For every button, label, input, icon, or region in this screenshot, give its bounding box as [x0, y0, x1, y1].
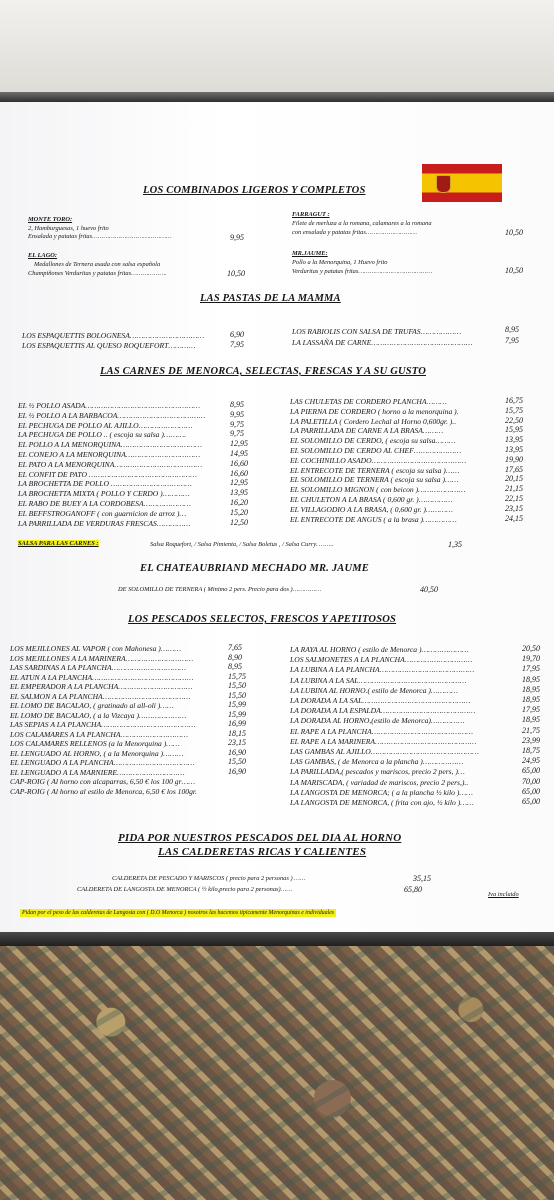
menu-item: LA LANGOSTA DE MENORCA; ( a la plancha ½ kilo )…… — [290, 787, 473, 797]
caldereta-price: 65,80 — [404, 885, 422, 894]
chateaubriand-line: DE SOLOMILLO DE TERNERA ( Minimo 2 pers. Precio para dos )…………… — [118, 586, 322, 593]
menu-item: LAS CHULETAS DE CORDERO PLANCHA……… — [290, 397, 447, 406]
menu-price: 20,50 — [522, 644, 540, 653]
section-title-combinados: LOS COMBINADOS LIGEROS Y COMPLETOS — [143, 185, 366, 196]
menu-price: 8,95 — [230, 400, 244, 409]
menu-price: 15,75 — [228, 671, 246, 681]
menu-price: 12,50 — [230, 517, 248, 527]
menu-item: EL POLLO A LA MENORQUINA……………………………… — [18, 440, 202, 450]
frame-top — [0, 92, 554, 102]
menu-price: 8,95 — [505, 325, 519, 334]
menu-price: 15,99 — [228, 709, 246, 719]
menu-item: LA BROCHETTA DE POLLO ……………………………… — [18, 479, 192, 489]
menu-item: EL ENTRECOTE DE TERNERA ( escoja su salsa )…… — [290, 465, 460, 475]
menu-item: LA LUBINA A LA SAL………………………………………… — [290, 675, 467, 685]
menu-item: LA LUBINA AL HORNO.( estilo de Menorca )………… — [290, 685, 458, 695]
menu-price: 16,60 — [230, 458, 248, 468]
menu-item: EL CONFIT DE PATO ………………………………………… — [18, 469, 197, 479]
menu-price: 16,99 — [228, 719, 246, 728]
menu-price: 15,50 — [228, 690, 246, 700]
menu-item: LA DORADA AL HORNO,(estilo de Menorca)…………… — [290, 716, 465, 726]
caldereta-item: CALDERETA DE LANGOSTA DE MENORCA ( ½ kilo,precio para 2 personas)…… — [77, 886, 293, 893]
menu-price: 16,90 — [228, 766, 246, 776]
combo-line: Verduritas y patatas fritas………………………………… — [292, 268, 433, 275]
menu-price: 22,15 — [505, 494, 523, 503]
wall-background — [0, 0, 554, 100]
combo-price: 10,50 — [505, 266, 523, 275]
menu-price: 18,15 — [228, 728, 246, 738]
section-title-carnes: LAS CARNES DE MENORCA, SELECTAS, FRESCAS Y A SU GUSTO — [100, 366, 427, 377]
menu-price: 6,90 — [230, 330, 244, 339]
combo-line: Champiñones Verduritas y patatas fritas………………. — [28, 270, 167, 277]
menu-price: 8,95 — [228, 662, 242, 671]
menu-price: 18,95 — [522, 684, 540, 694]
menu-item: EL SOLOMILLO DE CERDO AL CHEF………………… — [290, 446, 462, 455]
menu-price: 16,20 — [230, 498, 248, 507]
menu-price: 17,95 — [522, 705, 540, 715]
menu-item: EL RABO DE BUEY A LA CORDOBESA………………… — [18, 499, 191, 508]
menu-item: LA PARILLADA,( pescados y mariscos, precio 2 pers, )… — [290, 767, 465, 777]
menu-item: LAS GAMBAS, ( de Menorca a la plancha )……………… — [290, 757, 464, 767]
menu-item: LOS CALAMARES RELLENOS (a la Menorquina )…… — [10, 739, 180, 748]
combo-price: 10,50 — [505, 228, 523, 237]
spain-flag-icon — [422, 164, 502, 202]
combo-name: MONTE TORO: — [28, 216, 73, 223]
menu-item: EL RAPE A LA MARINERA……………………………………… — [290, 736, 477, 746]
menu-item: EL SALMON A LA PLANCHA………………………………… — [10, 691, 191, 701]
menu-item: LOS MEJILLONES A LA MARINERA………………………… — [10, 653, 194, 663]
menu-price: 23,15 — [228, 738, 246, 747]
menu-item: LA PIERNA DE CORDERO ( horno a la menorquina ). — [290, 406, 459, 416]
menu-item: EL SOLOMILLO DE TERNERA ( escoja su salsa )…… — [290, 475, 459, 485]
menu-item: LOS SALMONETES A LA PLANCHA………………………… — [290, 655, 473, 665]
menu-item: LA MARISCADA, ( variadad de mariscos, precio 2 pers,).. — [290, 777, 469, 787]
menu-price: 65,00 — [522, 797, 540, 806]
menu-price: 12,95 — [230, 478, 248, 488]
menu-price: 23,15 — [505, 503, 523, 513]
combo-line: Medallones de Ternera asada con salsa española — [34, 261, 161, 268]
combo-line: Filete de merluza a la romana, calamares a la romana — [292, 220, 432, 227]
menu-item: EL ½ POLLO ASADA…………………………………………… — [18, 401, 201, 410]
menu-item: EL VILLAGODIO A LA BRASA, ( 0,600 gr. )………… — [290, 504, 453, 514]
menu-item: EL LOMO DE BACALAO, ( a la Vizcaya )………………… — [10, 710, 187, 720]
menu-price: 15,75 — [505, 405, 523, 415]
menu-price: 70,00 — [522, 776, 540, 786]
combo-price: 10,50 — [227, 269, 245, 278]
combo-name: MR.JAUME: — [292, 250, 328, 257]
chateaubriand-title: EL CHATEAUBRIAND MECHADO MR. JAUME — [140, 563, 370, 574]
menu-item: LA RAYA AL HORNO ( estilo de Menorca )………………… — [290, 645, 469, 654]
menu-price: 18,95 — [522, 674, 540, 684]
menu-price: 7,95 — [505, 336, 519, 345]
menu-price: 16,60 — [230, 468, 248, 478]
menu-price: 24,95 — [522, 756, 540, 766]
menu-price: 16,75 — [505, 396, 523, 405]
menu-item: LA LANGOSTA DE MENORCA, ( frita con ajo, ½ kilo )…… — [290, 798, 474, 807]
menu-price: 16,90 — [228, 747, 246, 757]
menu-price: 9,75 — [230, 419, 244, 429]
menu-item: LOS MEJILLONES AL VAPOR ( con Mahonesa )……… — [10, 644, 182, 653]
section-title-pastas: LAS PASTAS DE LA MAMMA — [200, 293, 341, 304]
section-title-pescados: LOS PESCADOS SELECTOS, FRESCOS Y APETITOSOS — [128, 614, 397, 625]
menu-item: EL LOMO DE BACALAO, ( gratinado al all-oli )…… — [10, 701, 174, 710]
menu-item: EL BEFFSTROGANOFF ( con guarnicion de arroz )… — [18, 508, 187, 518]
menu-item: EL RAPE A LA PLANCHA……………………………………… — [290, 726, 473, 736]
menu-price: 12,95 — [230, 439, 248, 449]
sauce-price: 1,35 — [448, 540, 462, 549]
menu-price: 18,75 — [522, 746, 540, 755]
menu-item: EL CONEJO A LA MENORQUINA…………………………… — [18, 450, 201, 459]
menu-price: 65,00 — [522, 786, 540, 796]
menu-price: 7,65 — [228, 643, 242, 652]
menu-item: LOS ESPAQUETTIS AL QUESO ROQUEFORT………… — [22, 341, 196, 350]
tablecloth — [0, 946, 554, 1200]
menu-item: EL COCHINILLO ASADO…………………………………… — [290, 455, 467, 465]
sauce-list: Salsa Roquefort, / Salsa Pimienta, / Salsa Boletus , / Salsa Curry. …….. — [150, 541, 334, 548]
menu-item: LOS CALAMARES A LA PLANCHA………………………… — [10, 729, 189, 739]
combo-line: con ensalada y patatas fritas……………………… — [292, 229, 417, 236]
menu-price: 21,75 — [522, 725, 540, 735]
menu-item: EL CHULETON A LA BRASA ( 0,600 gr. )…………… — [290, 495, 453, 504]
menu-price: 22,50 — [505, 415, 523, 425]
menu-price: 19,90 — [505, 454, 523, 464]
menu-item: LA PALETILLA ( Cordero Lechal al Horno 0,600gr. ).. — [290, 416, 457, 426]
menu-price: 65,00 — [522, 766, 540, 776]
menu-price: 9,95 — [230, 409, 244, 419]
menu-item: EL PATO A LA MENORQUINA………………………………… — [18, 459, 203, 469]
caldereta-item: CALDERETA DE PESCADO Y MARISCOS ( precio para 2 personas ) …… — [112, 875, 306, 882]
menu-price: 19,70 — [522, 654, 540, 664]
frame-bottom — [0, 932, 554, 946]
menu-price: 13,95 — [505, 435, 523, 445]
menu-item: LA LUBINA A LA PLANCHA…………………………………… — [290, 665, 475, 675]
menu-item: EL LENGUADO A LA MARNIERE………………………… — [10, 767, 185, 777]
menu-item: EL PECHUGA DE POLLO AL AJILLO…………………… — [18, 420, 193, 430]
menu-item: EL EMPERADOR A LA PLANCHA…………………………… — [10, 682, 193, 691]
menu-item: EL SOLOMILLO MIGNON ( con beicon )………………… — [290, 485, 466, 495]
menu-item: LAS SEPIAS A LA PLANCHA…………………………………… — [10, 720, 196, 729]
menu-price: 13,95 — [230, 488, 248, 498]
pida-line-2: LAS CALDERETAS RICAS Y CALIENTES — [158, 846, 367, 858]
pida-line-1: PIDA POR NUESTROS PESCADOS DEL DIA AL HORNO — [118, 832, 402, 844]
menu-item: EL ½ POLLO A LA BARBACOA………………………………… — [18, 410, 206, 420]
menu-item: EL SOLOMILLO DE CERDO, ( escoja su salsa……… — [290, 436, 456, 446]
menu-item: LA DORADA A LA SAL………………………………………… — [290, 696, 471, 705]
menu-item: LAS SARDINAS A LA PLANCHA…………………………… — [10, 663, 186, 672]
menu-item: LA PARRILLADA DE CARNE A LA BRASA……… — [290, 426, 444, 436]
menu-price: 7,95 — [230, 340, 244, 349]
menu-item: LA PARRILLADA DE VERDURAS FRESCAS…………… — [18, 518, 191, 528]
menu-price: 20,15 — [505, 474, 523, 484]
menu-price: 13,95 — [505, 445, 523, 454]
combo-price: 9,95 — [230, 233, 244, 242]
menu-item: CAP-ROIG ( Al horno con alcaparras, 6,50 € los 100 gr…… — [10, 777, 196, 786]
menu-price: 17,65 — [505, 464, 523, 474]
combo-line: Ensalada y patatas fritas…………………………………… — [28, 233, 172, 240]
menu-item: EL LENGUADO AL HORNO, ( a la Menorquina )……… — [10, 748, 184, 758]
menu-item: LAS GAMBAS AL AJILLO………………………………………… — [290, 747, 479, 756]
menu-item: LA BROCHETTA MIXTA ( POLLO Y CERDO )………… — [18, 489, 190, 499]
menu-price: 15,50 — [228, 757, 246, 766]
menu-price: 14,95 — [230, 449, 248, 458]
combo-line: 2, Hamburguesas, 1 huevo frito — [28, 225, 109, 232]
menu-price: 23,99 — [522, 735, 540, 745]
caldereta-price: 35,15 — [413, 874, 431, 883]
menu-price: 15,50 — [228, 681, 246, 690]
menu-item: LOS ESPAQUETTIS BOLOGNESA…………………………… — [22, 331, 205, 340]
menu-price: 15,20 — [230, 507, 248, 517]
menu-price: 15,99 — [228, 700, 246, 709]
footer-note: Pidan por el peso de las calderetas de Langosta con ( D.O Menorca ) nosotros las hacemos tipicamente Menorquinas e individuales — [22, 910, 335, 916]
menu-item: LA PECHUGA DE POLLO .. ( escoja su salsa )………. — [18, 430, 187, 440]
menu-price: 9,75 — [230, 429, 244, 439]
menu-price: 18,95 — [522, 715, 540, 725]
combo-name: EL LAGO: — [28, 252, 58, 259]
menu-price: 17,95 — [522, 664, 540, 674]
sauce-label: SALSA PARA LAS CARNES : — [18, 540, 99, 547]
menu-price: 24,15 — [505, 513, 523, 523]
menu-item: LA DORADA A LA ESPALDA…………………………………… — [290, 706, 476, 716]
menu-price: 18,95 — [522, 695, 540, 704]
menu-item: EL ATUN A LA PLANCHA……………………………………… — [10, 672, 194, 682]
menu-price: 15,95 — [505, 425, 523, 435]
menu-price: 8,90 — [228, 652, 242, 662]
chateaubriand-price: 40,50 — [420, 585, 438, 594]
menu-item: LA LASSAÑA DE CARNE……………………………………… — [292, 338, 473, 347]
combo-name: FARRAGUT : — [292, 211, 330, 218]
menu-price: 21,15 — [505, 484, 523, 494]
menu-item: EL LENGUADO A LA PLANCHA……………………………… — [10, 758, 195, 767]
iva-note: Iva incluido — [488, 891, 519, 898]
menu-item: LOS RABIOLIS CON SALSA DE TRUFAS……………… — [292, 327, 462, 336]
menu-item: EL ENTRECOTE DE ANGUS ( a la brasa )…………… — [290, 514, 457, 524]
combo-line: Pollo a la Menorquina, 1 Huevo frito — [292, 259, 388, 266]
menu-item: CAP-ROIG ( Al horno al estilo de Menorca, 6,50 € los 100gr. — [10, 786, 197, 796]
